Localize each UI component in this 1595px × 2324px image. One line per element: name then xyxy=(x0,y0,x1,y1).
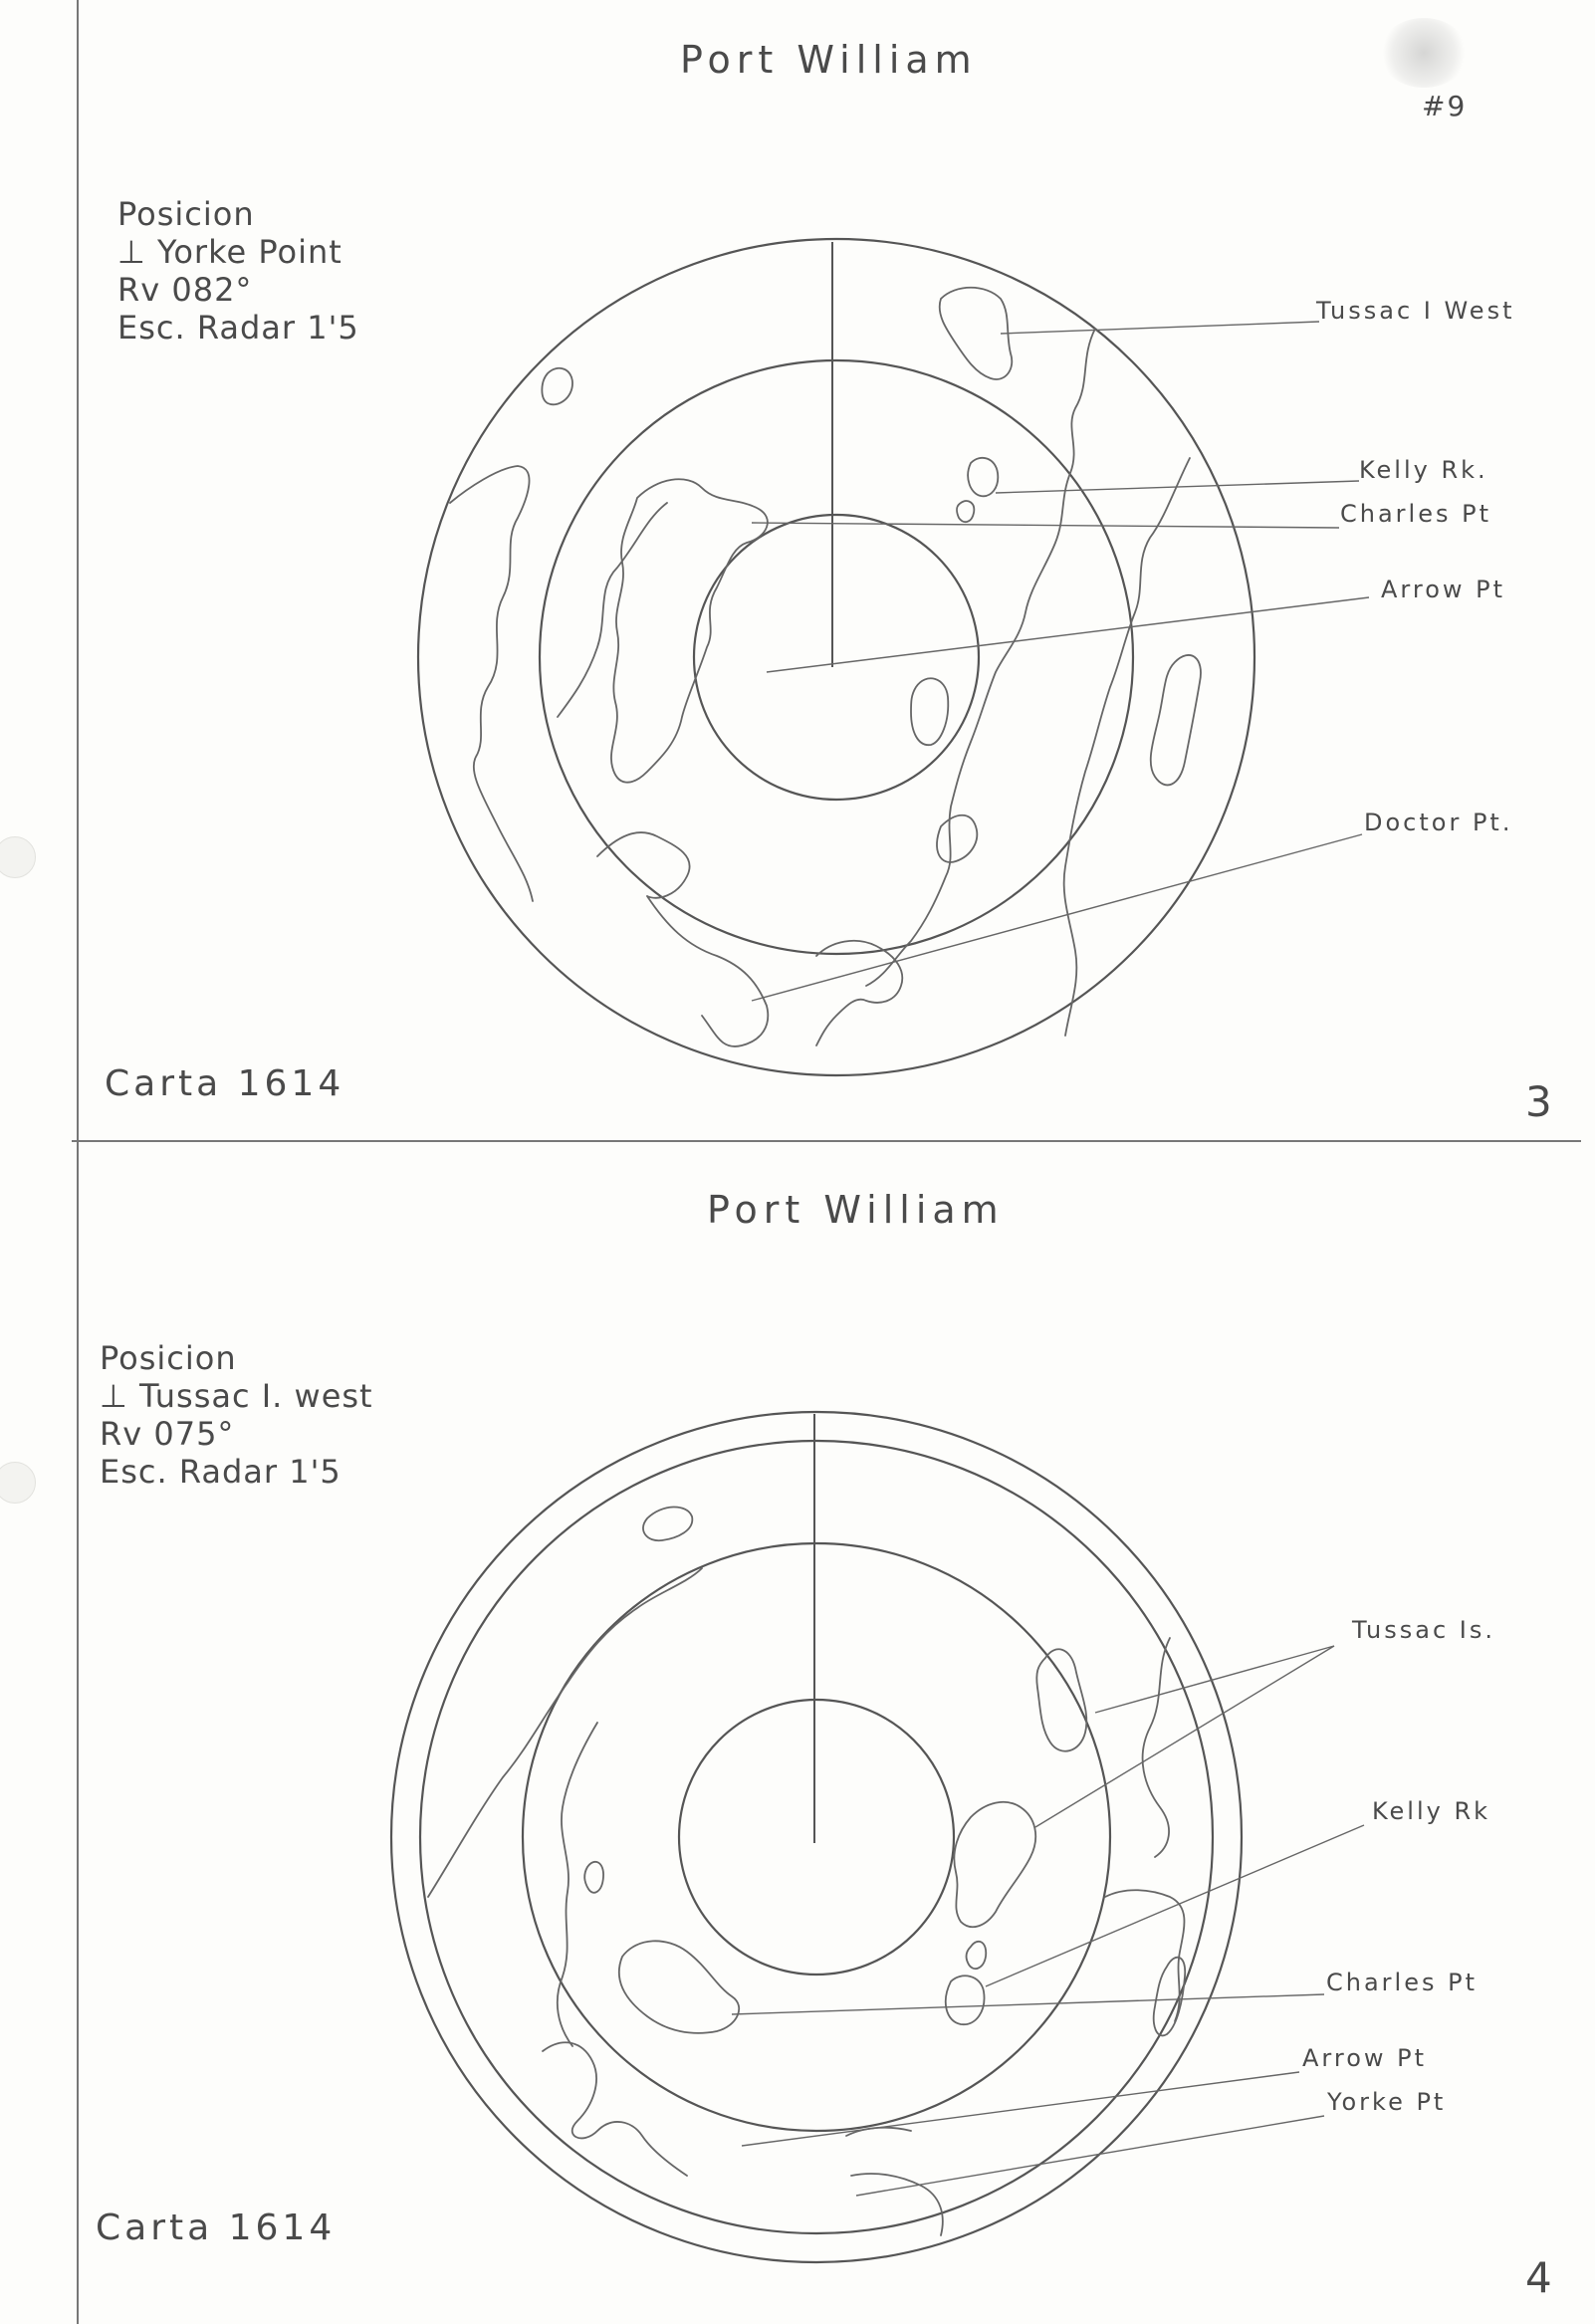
range-ring-outer-second xyxy=(420,1441,1213,2233)
chart-number: Carta 1614 xyxy=(96,2208,337,2248)
label-charles-pt: Charles Pt xyxy=(1340,500,1491,528)
page-number: 4 xyxy=(1525,2253,1555,2302)
position-course: Rv 082° xyxy=(117,271,253,309)
leader-kelly-rk xyxy=(986,1825,1364,1986)
island-tussac-north xyxy=(1036,1649,1086,1750)
leader-yorke-pt xyxy=(856,2116,1324,2196)
leader-tussac-is-a xyxy=(1095,1646,1334,1713)
position-heading: Posicion xyxy=(100,1339,237,1377)
position-reference: ⊥ Tussac I. west xyxy=(100,1377,373,1415)
range-ring-middle xyxy=(523,1543,1110,2131)
panel-title: Port William xyxy=(680,38,978,82)
leader-charles-pt xyxy=(732,1994,1324,2014)
coastline-south-east xyxy=(937,815,977,862)
coastline-far-east xyxy=(1064,458,1190,1036)
leader-doctor-pt xyxy=(752,834,1362,1001)
radar-panel-top xyxy=(0,0,1595,1140)
range-ring-inner xyxy=(694,515,979,800)
coastline-south-west xyxy=(543,2042,687,2176)
coastline-west-inner xyxy=(558,503,667,717)
position-scale: Esc. Radar 1'5 xyxy=(117,309,359,347)
landmass-south-west xyxy=(619,1941,739,2033)
range-ring-outer xyxy=(418,239,1254,1075)
island-small-north-west xyxy=(542,368,572,405)
label-doctor-pt: Doctor Pt. xyxy=(1364,809,1513,836)
chart-number: Carta 1614 xyxy=(105,1063,345,1104)
label-kelly-rk: Kelly Rk. xyxy=(1359,456,1488,484)
leader-charles-pt xyxy=(752,523,1339,528)
label-charles-pt: Charles Pt xyxy=(1326,1969,1478,1996)
island-small-inner xyxy=(911,678,948,745)
stamp-number: #9 xyxy=(1422,90,1468,122)
coastline-south xyxy=(816,941,902,1046)
leader-arrow-pt xyxy=(767,597,1369,672)
radar-panel-bottom xyxy=(0,1140,1595,2324)
position-heading: Posicion xyxy=(117,195,255,233)
label-kelly-rk: Kelly Rk xyxy=(1372,1797,1491,1825)
radar-scope-diagram xyxy=(0,0,1595,1140)
island-north-west xyxy=(643,1507,692,1540)
page-number: 3 xyxy=(1525,1077,1555,1126)
position-course: Rv 075° xyxy=(100,1415,235,1453)
island-tussac-south xyxy=(954,1802,1035,1927)
position-scale: Esc. Radar 1'5 xyxy=(100,1453,342,1491)
range-ring-outer xyxy=(391,1412,1242,2262)
coastline-east xyxy=(866,329,1095,986)
label-arrow-pt: Arrow Pt xyxy=(1302,2044,1428,2072)
label-yorke-pt: Yorke Pt xyxy=(1327,2088,1447,2116)
label-arrow-pt: Arrow Pt xyxy=(1381,576,1506,603)
kelly-rock-outline xyxy=(957,458,998,522)
coastline-west-inner xyxy=(558,1723,597,2046)
label-tussac-is: Tussac Is. xyxy=(1352,1616,1495,1644)
range-ring-middle xyxy=(540,360,1133,954)
island-east xyxy=(1151,655,1201,785)
position-reference: ⊥ Yorke Point xyxy=(117,233,342,271)
range-ring-inner xyxy=(679,1700,954,1975)
coastline-south xyxy=(846,2128,943,2235)
label-tussac-i-west: Tussac I West xyxy=(1316,297,1515,325)
coastline-east xyxy=(1105,1638,1184,2021)
coastline-west xyxy=(450,466,533,901)
radar-scope-diagram xyxy=(0,1140,1595,2324)
kelly-rock-outline xyxy=(946,1942,986,2024)
leader-tussac-west xyxy=(1001,322,1319,334)
panel-title: Port William xyxy=(707,1188,1005,1232)
leader-tussac-is-b xyxy=(1035,1646,1334,1827)
islet-west xyxy=(584,1862,603,1893)
landmass-central xyxy=(611,479,768,782)
